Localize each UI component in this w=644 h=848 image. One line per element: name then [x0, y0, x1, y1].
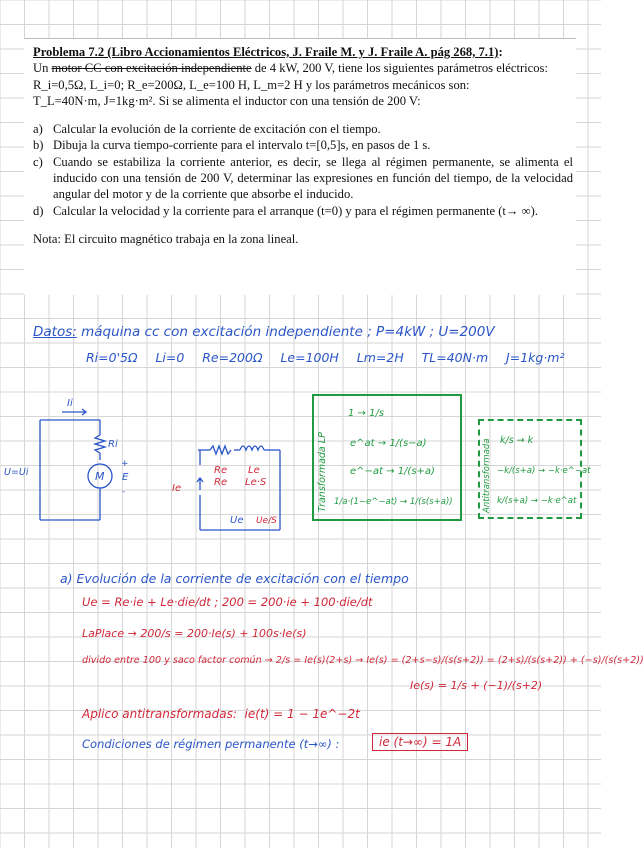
problem-note: Nota: El circuito magnético trabaja en la zona lineal. [33, 231, 299, 246]
problem-title: Problema 7.2 (Libro Accionamientos Eléctricos, J. Fraile M. y J. Fraile A. pág 268, 7.1): [33, 45, 503, 59]
voltage-label: U=Ui [4, 467, 29, 478]
svg-text:+: + [121, 459, 129, 469]
laplace-table [312, 394, 462, 521]
ue-s-label: Ue/S [256, 516, 277, 526]
ie-label: Ie [172, 483, 182, 494]
equation-1: Ue = Re·ie + Le·die/dt ; 200 = 200·ie + 100·die/dt [82, 595, 373, 609]
problem-statement [33, 44, 573, 247]
laplace-row-3: e^−at → 1/(s+a) [350, 466, 435, 477]
inverse-step: Aplico antitransformadas: ie(t) = 1 − 1e^−2t [82, 707, 360, 721]
circuit-diagrams [0, 390, 330, 545]
steady-state-line: Condiciones de régimen permanente (t→∞) : [82, 737, 340, 751]
ue-label: Ue [230, 515, 244, 526]
task-item: c) Cuando se estabiliza la corriente anterior, es decir, se llega al régimen permanente, se alimenta el inducido con una tensión de 200 V, determinar las expresiones en función del tiempo, de la velocidad angular del motor y de la corriente que absorbe el inducido. [33, 154, 573, 202]
armature-circuit [40, 409, 112, 520]
datos-line2: Ri=0'5Ω Li=0 Re=200Ω Le=100H Lm=2H TL=40N·m J=1kg·m² [86, 350, 565, 365]
inverse-row-1: k/s → k [500, 435, 534, 446]
laplace-row-1: 1 → 1/s [348, 408, 385, 419]
svg-text:-: - [122, 487, 126, 497]
struck-text: motor CC con excitación independiente [51, 61, 252, 76]
laplace-row-4: 1/a·(1−e^−at) → 1/(s(s+a)) [334, 497, 453, 507]
inverse-table [478, 419, 591, 519]
emf-label: E [122, 472, 129, 483]
motor-label: M [95, 470, 105, 483]
equation-4: Ie(s) = 1/s + (−1)/(s+2) [410, 679, 543, 692]
section-a-heading: a) Evolución de la corriente de excitación con el tiempo [60, 571, 409, 586]
task-list [33, 121, 573, 219]
task-item: a) Calcular la evolución de la corriente de excitación con el tiempo. [33, 122, 381, 137]
task-item: b) Dibuja la curva tiempo-corriente para el intervalo t=[0,5]s, en pasos de 1 s. [33, 138, 431, 153]
re-s-label: Re [214, 477, 228, 488]
ri-label: Ri [108, 439, 118, 450]
divide-step: divido entre 100 y saco factor común → 2/s = Ie(s)(2+s) → Ie(s) = (2+s−s)/(s(s+2)) = (2+s)/(s(s+2)) + (−s)/(s(s+2)) [82, 655, 644, 666]
inverse-title: Antitransformada [482, 438, 492, 513]
ii-label: Ii [67, 398, 73, 409]
le-s-label: Le·S [245, 477, 267, 488]
inverse-row-2: −k/(s+a) → −k·e^−at [497, 466, 591, 476]
laplace-title: Transformada LP [317, 432, 328, 512]
datos-line1: Datos: máquina cc con excitación independiente ; P=4kW ; U=200V [33, 324, 495, 340]
problem-intro: Un motor CC con excitación independiente de 4 kW, 200 V, tiene los siguientes parámetros eléctricos: R_i=0,5Ω, L_i=0; R_e=200Ω, L_e=100 H, L_m=2 H y los parámetros mecánicos son: T_L=40N·m, J=1kg·m². Si se alimenta el inductor con una tensión de 200 V: [33, 61, 548, 108]
task-item: d) Calcular la velocidad y la corriente para el arranque (t=0) y para el régimen permanente (t→ ∞). [33, 203, 538, 218]
re-label: Re [214, 465, 228, 476]
inverse-row-3: k/(s+a) → −k·e^at [497, 496, 577, 506]
laplace-step: LaPlace → 200/s = 200·Ie(s) + 100s·Ie(s) [82, 627, 307, 640]
laplace-row-2: e^at → 1/(s−a) [350, 438, 427, 449]
le-label: Le [248, 465, 260, 476]
steady-state-result: ie (t→∞) = 1A [372, 733, 468, 751]
